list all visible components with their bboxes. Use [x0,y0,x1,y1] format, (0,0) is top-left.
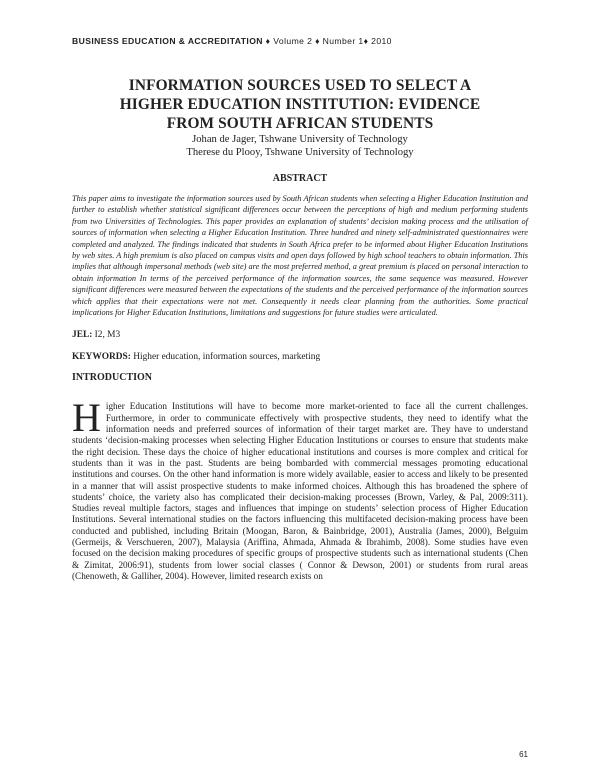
author-list [72,133,528,159]
abstract-heading: ABSTRACT [272,173,328,184]
introduction-body [72,395,528,582]
introduction-heading: INTRODUCTION [72,372,153,384]
issue-info: ♦ Volume 2 ♦ Number 1♦ 2010 [262,36,392,46]
jel-value: I2, M3 [92,330,121,341]
author: Johan de Jager, Tshwane University of Technology [192,134,408,145]
jel-codes [72,330,528,340]
running-header [72,36,528,46]
keywords-value: Higher education, information sources, marketing [130,352,321,363]
jel-label: JEL: [72,330,93,341]
author: Therese du Plooy, Tshwane University of Technology [186,147,414,158]
keywords [72,352,528,362]
keywords-label: KEYWORDS: [72,352,131,363]
journal-name: BUSINESS EDUCATION & ACCREDITATION [72,36,263,46]
page-number: 61 [519,750,528,759]
abstract-text: This paper aims to investigate the information sources used by South African students when selecting a Higher Education Institution and further to establish whether statistical significant differences occur between the perceptions of high and medium performing students from two Universities of Technologies. This paper provides an explanation of students’ decision making process and the utilisation of sources of information when selecting a Higher Education Institution. Three hundred and ninety self-administrated questionnaires were completed and analyzed. The findings indicated that students in South Africa prefer to be informed about Higher Education Institutions by web sites. A high premium is also placed on campus visits and open days followed by high school teachers to obtain information. This implies that although impersonal methods (web site) are the most preferred method, a great premium is placed on personal interaction to obtain information In terms of the perceived performance of the information sources, the same sequence was measured. However significant differences were measured between the expectations of the students and the perceived performance of the information sources which applies that their expectations were not met. Consequently it needs clear planning from the authorities. Some practical implications for Higher Education Institutions, limitations and suggestions for future studies were articulated. [72,194,528,318]
title-line: HIGHER EDUCATION INSTITUTION: EVIDENCE [119,96,481,113]
title-line: FROM SOUTH AFRICAN STUDENTS [166,115,434,132]
drop-cap: H [72,395,101,441]
title-line: INFORMATION SOURCES USED TO SELECT A [128,77,472,94]
paper-title [72,76,528,133]
introduction-text: igher Education Institutions will have to become more market-oriented to face all the current challenges. Furthermore, in order to communicate effectively with prospective students, they need to identify what the information needs and preferred sources of information of their target market are. They have to understand students ‘decision-making processes when selecting Higher Education Institutions or courses to ensure that students make the right decision. These days the choice of higher educational institutions and courses is more complex and critical for students than it was in the past. Students are being bombarded with commercial messages promoting educational institutions and courses. On the other hand information is more widely available, easier to access and likely to be presented in a manner that will assist prospective students to make informed choices. Although this has broadened the sphere of students’ choice, the variety also has complicated their decision-making processes (Brown, Varley, & Pal, 2009:311). Studies reveal multiple factors, stages and influences that impinge on students’ selection process of Higher Education Institutions. Several international studies on the factors influencing this multifaceted decision-making process have been conducted and published, including Britain (Moogan, Baron, & Bainbridge, 2001), Australia (James, 2000), Belguim (Germeijs, & Verschueren, 2007), Malaysia (Ariffina, Ahmada, Ahmada & Ibrahimb, 2008). Some studies have even focused on the decision making procedures of specific groups of prospective students such as international students (Chen & Zimitat, 2006:91), students from lower social classes ( Connor & Dewson, 2001) or students from rural areas (Chenoweth, & Galliher, 2004). However, limited research exists on [72,401,528,581]
